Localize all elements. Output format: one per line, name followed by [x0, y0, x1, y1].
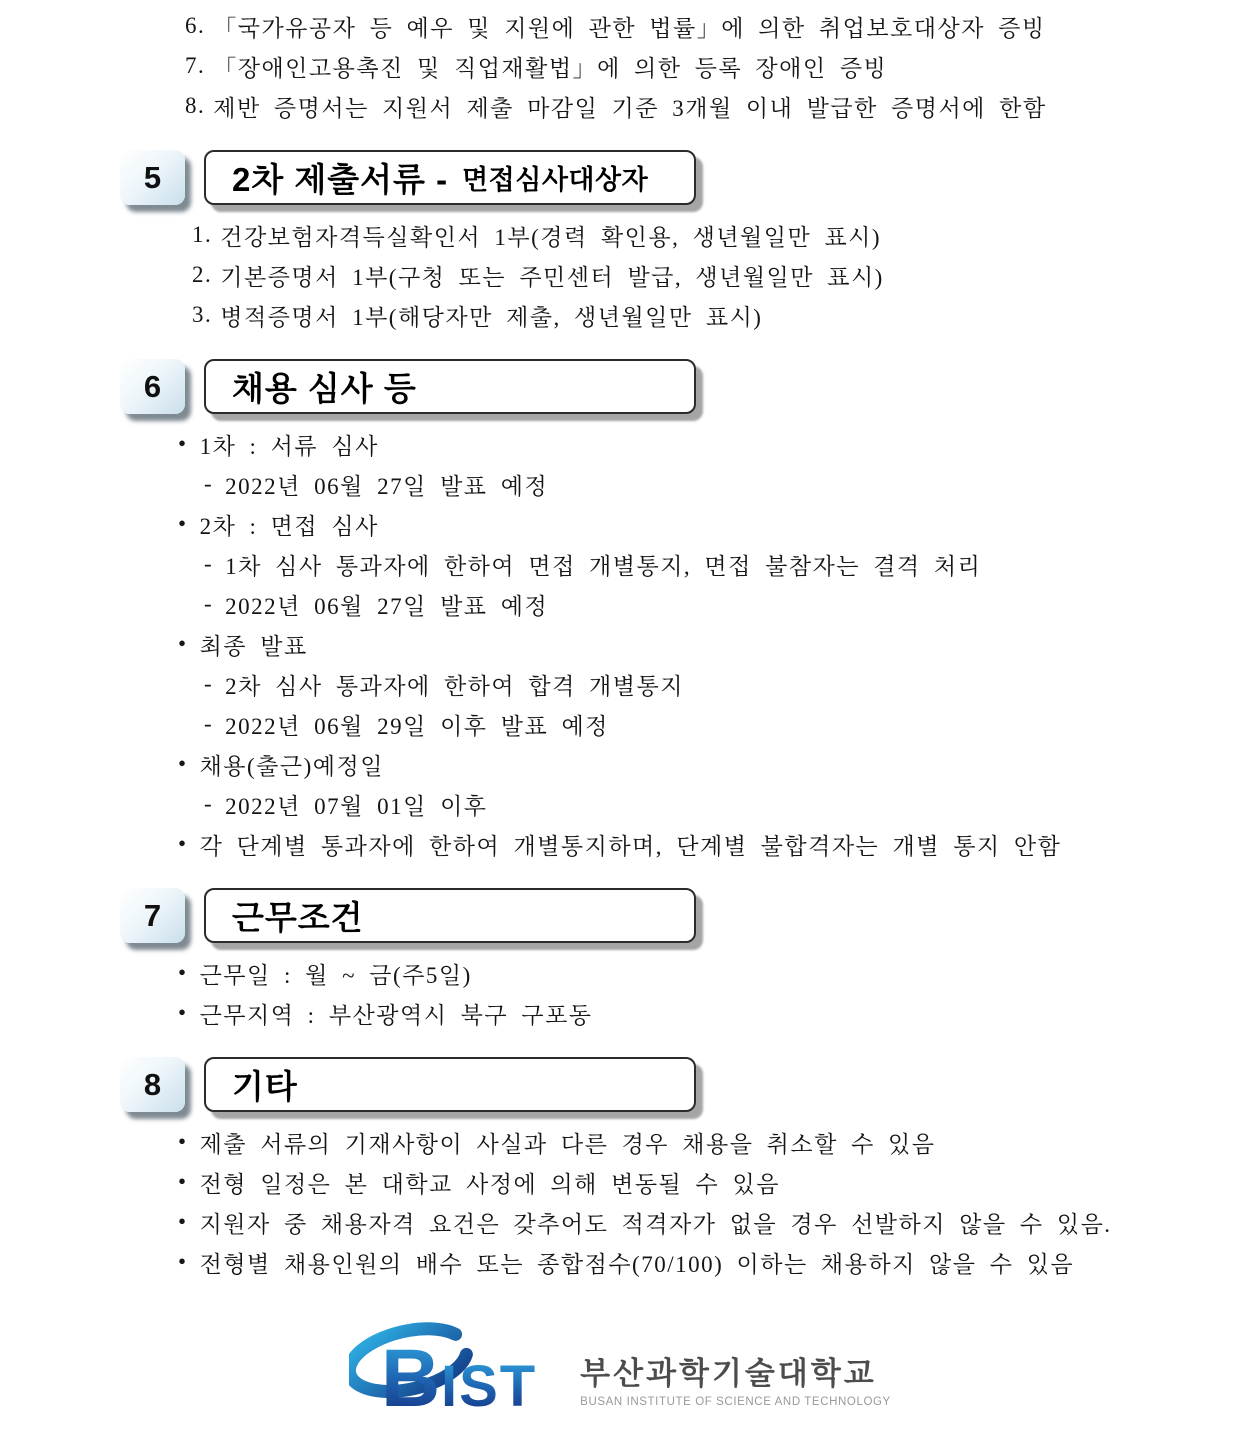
section-title-box [204, 150, 696, 205]
item-text: 2022년 06월 29일 이후 발표 예정 [225, 713, 609, 739]
section-title-box [204, 888, 696, 943]
item-text: 근무일 : 월 ~ 금(주5일) [199, 962, 472, 988]
item-text: 1차 : 서류 심사 [199, 433, 379, 459]
item-text: 건강보험자격득실확인서 1부(경력 확인용, 생년월일만 표시) [220, 224, 882, 250]
intro-list [185, 6, 1240, 126]
dash-marker: - [204, 551, 214, 576]
list-item [178, 1162, 1240, 1202]
item-text: 지원자 중 채용자격 요건은 갖추어도 적격자가 없을 경우 선발하지 않을 수 있음. [199, 1211, 1112, 1237]
section-title: 2차 제출서류 - [232, 161, 449, 198]
section-title: 근무조건 [232, 899, 364, 936]
item-text: 2차 : 면접 심사 [199, 513, 379, 539]
bullet-marker: • [178, 1169, 188, 1194]
org-name-korean: 부산과학기술대학교 [580, 1356, 877, 1391]
section-8-header [120, 1057, 1240, 1112]
section-7 [120, 888, 1240, 1033]
list-item [192, 295, 1240, 335]
list-item [178, 993, 1240, 1033]
list-item [185, 6, 1240, 46]
section-5-list [192, 215, 1240, 335]
item-text: 전형 일정은 본 대학교 사정에 의해 변동될 수 있음 [199, 1171, 780, 1197]
section-number-badge: 8 [120, 1057, 185, 1112]
section-7-header [120, 888, 1240, 943]
section-subtitle: 면접심사대상자 [462, 165, 649, 195]
item-number: 1. [192, 222, 213, 247]
list-item [204, 464, 1240, 504]
section-8 [120, 1057, 1240, 1282]
list-item [204, 784, 1240, 824]
bullet-marker: • [178, 960, 188, 985]
bullet-marker: • [178, 511, 188, 536]
list-item [178, 504, 1240, 544]
list-item [178, 824, 1240, 864]
item-text: 2022년 06월 27일 발표 예정 [225, 593, 549, 619]
bullet-marker: • [178, 1209, 188, 1234]
item-number: 3. [192, 302, 213, 327]
dash-marker: - [204, 591, 214, 616]
item-number: 2. [192, 262, 213, 287]
list-item [185, 86, 1240, 126]
list-item [178, 744, 1240, 784]
item-text: 「국가유공자 등 예우 및 지원에 관한 법률」에 의한 취업보호대상자 증빙 [213, 15, 1046, 41]
section-title: 채용 심사 등 [232, 370, 417, 407]
item-text: 기본증명서 1부(구청 또는 주민센터 발급, 생년월일만 표시) [220, 264, 884, 290]
section-title-box [204, 1057, 696, 1112]
item-text: 병적증명서 1부(해당자만 제출, 생년월일만 표시) [220, 304, 763, 330]
bullet-marker: • [178, 631, 188, 656]
bullet-marker: • [178, 751, 188, 776]
item-text: 제반 증명서는 지원서 제출 마감일 기준 3개월 이내 발급한 증명서에 한함 [213, 95, 1047, 121]
list-item [178, 1202, 1240, 1242]
bullet-marker: • [178, 831, 188, 856]
section-6-header [120, 359, 1240, 414]
section-6-list [178, 424, 1240, 864]
bist-logo-icon [349, 1316, 574, 1424]
org-name-block [580, 1348, 891, 1408]
item-text: 전형별 채용인원의 배수 또는 종합점수(70/100) 이하는 채용하지 않을 수 있음 [199, 1251, 1075, 1277]
item-number: 6. [185, 13, 206, 38]
logo-letters-ist: IST [441, 1354, 538, 1419]
section-number-badge: 6 [120, 359, 185, 414]
logo-letter-b: B [381, 1333, 441, 1424]
section-6 [120, 359, 1240, 864]
item-text: 2022년 07월 01일 이후 [225, 793, 488, 819]
bullet-marker: • [178, 431, 188, 456]
list-item [178, 624, 1240, 664]
section-5 [120, 150, 1240, 335]
item-text: 최종 발표 [199, 633, 308, 659]
org-name-english: BUSAN INSTITUTE OF SCIENCE AND TECHNOLOGY [580, 1396, 891, 1408]
item-text: 2차 심사 통과자에 한하여 합격 개별통지 [225, 673, 684, 699]
item-text: 근무지역 : 부산광역시 북구 구포동 [199, 1002, 593, 1028]
bullet-marker: • [178, 1000, 188, 1025]
item-text: 「장애인고용촉진 및 직업재활법」에 의한 등록 장애인 증빙 [213, 55, 888, 81]
list-item [204, 544, 1240, 584]
list-item [192, 255, 1240, 295]
section-8-list [178, 1122, 1240, 1282]
item-text: 각 단계별 통과자에 한하여 개별통지하며, 단계별 불합격자는 개별 통지 안함 [199, 833, 1062, 859]
dash-marker: - [204, 711, 214, 736]
list-item [192, 215, 1240, 255]
dash-marker: - [204, 791, 214, 816]
item-text: 제출 서류의 기재사항이 사실과 다른 경우 채용을 취소할 수 있음 [199, 1131, 936, 1157]
item-text: 1차 심사 통과자에 한하여 면접 개별통지, 면접 불참자는 결격 처리 [225, 553, 982, 579]
item-number: 8. [185, 93, 206, 118]
list-item [204, 664, 1240, 704]
list-item [178, 1242, 1240, 1282]
item-number: 7. [185, 53, 206, 78]
list-item [185, 46, 1240, 86]
section-title: 기타 [232, 1068, 298, 1105]
bullet-marker: • [178, 1249, 188, 1274]
list-item [178, 1122, 1240, 1162]
list-item [178, 424, 1240, 464]
section-5-header [120, 150, 1240, 205]
footer [0, 1316, 1240, 1424]
list-item [178, 953, 1240, 993]
section-title-box [204, 359, 696, 414]
section-number-badge: 7 [120, 888, 185, 943]
document-page [0, 6, 1240, 1434]
list-item [204, 584, 1240, 624]
item-text: 2022년 06월 27일 발표 예정 [225, 473, 549, 499]
item-text: 채용(출근)예정일 [199, 753, 384, 779]
section-7-list [178, 953, 1240, 1033]
section-number-badge: 5 [120, 150, 185, 205]
dash-marker: - [204, 671, 214, 696]
dash-marker: - [204, 471, 214, 496]
list-item [204, 704, 1240, 744]
bullet-marker: • [178, 1129, 188, 1154]
